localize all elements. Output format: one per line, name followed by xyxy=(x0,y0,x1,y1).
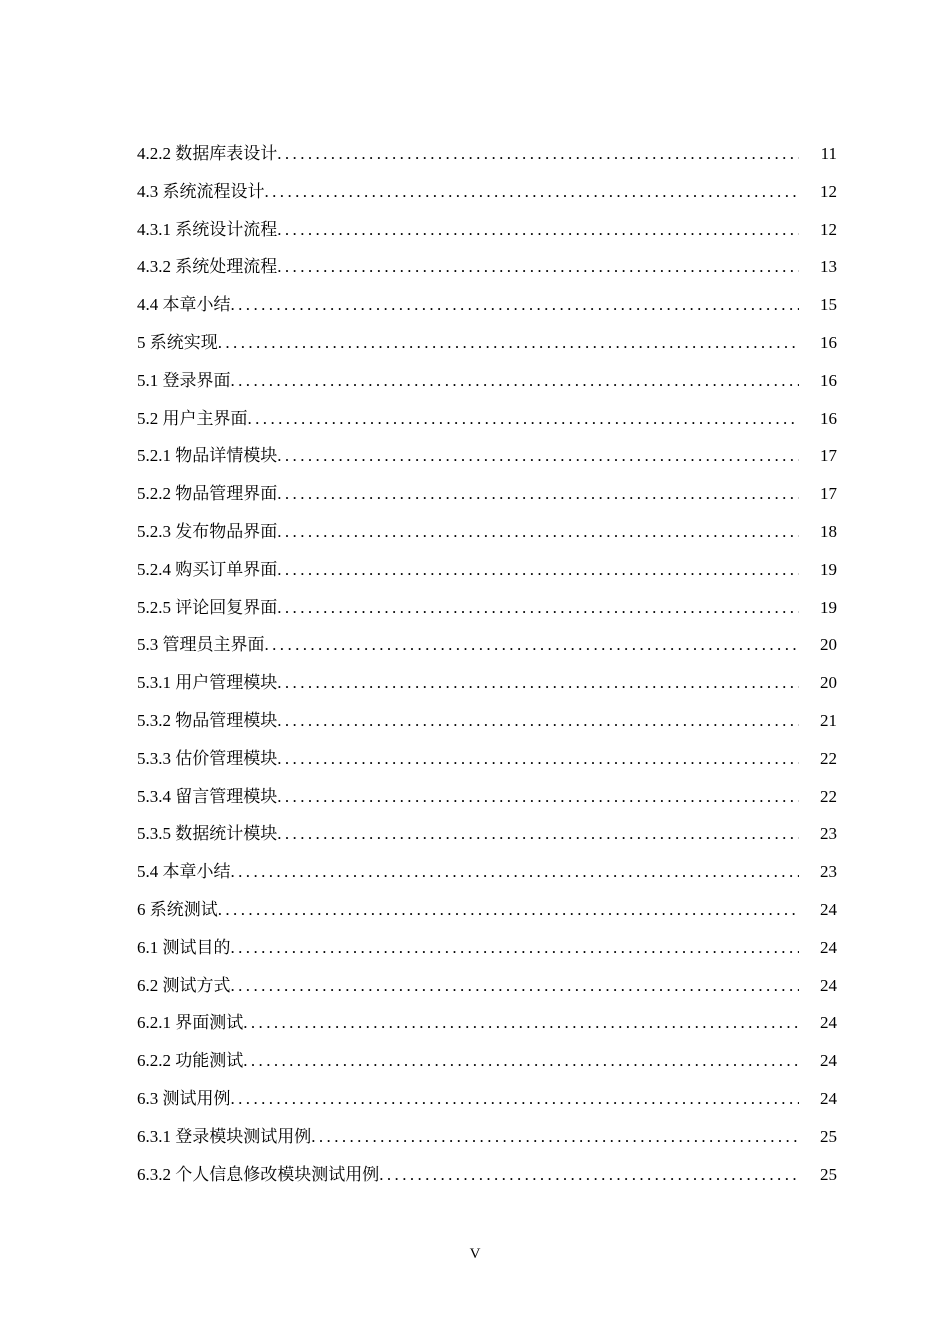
toc-entry-page: 19 xyxy=(820,597,837,617)
toc-entry-title: 5.3.3 估价管理模块 xyxy=(137,748,278,768)
toc-entry-page: 18 xyxy=(820,521,837,541)
toc-entry-page: 24 xyxy=(820,937,837,957)
toc-entry[interactable] xyxy=(137,1004,837,1042)
dot-leader xyxy=(231,1080,800,1118)
toc-entry[interactable] xyxy=(137,551,837,589)
toc-entry-title: 6.2 测试方式 xyxy=(137,975,231,995)
toc-entry-page: 19 xyxy=(820,559,837,579)
dot-leader xyxy=(265,173,800,211)
toc-entry-page: 22 xyxy=(820,786,837,806)
dot-leader xyxy=(248,400,800,438)
toc-entry-title: 6.2.2 功能测试 xyxy=(137,1051,244,1071)
toc-entry[interactable] xyxy=(137,967,837,1005)
dot-leader xyxy=(277,475,799,513)
toc-entry-title: 5.1 登录界面 xyxy=(137,370,231,390)
toc-entry-page: 25 xyxy=(820,1126,837,1146)
dot-leader xyxy=(231,286,800,324)
toc-entry-title: 5.4 本章小结 xyxy=(137,862,231,882)
toc-entry[interactable] xyxy=(137,248,837,286)
toc-entry-title: 4.3 系统流程设计 xyxy=(137,181,265,201)
toc-entry[interactable] xyxy=(137,211,837,249)
toc-entry-title: 4.3.1 系统设计流程 xyxy=(137,219,278,239)
toc-entry-title: 5.2.4 购买订单界面 xyxy=(137,559,278,579)
dot-leader xyxy=(277,589,799,627)
toc-entry-page: 24 xyxy=(820,1088,837,1108)
toc-entry-title: 6.3.1 登录模块测试用例 xyxy=(137,1126,312,1146)
toc-entry[interactable] xyxy=(137,1042,837,1080)
dot-leader xyxy=(218,891,799,929)
toc-entry-page: 15 xyxy=(820,295,837,315)
toc-entry-title: 6.1 测试目的 xyxy=(137,937,231,957)
toc-entry[interactable] xyxy=(137,589,837,627)
toc-entry-title: 5.3.1 用户管理模块 xyxy=(137,673,278,693)
toc-entry-page: 24 xyxy=(820,899,837,919)
toc-entry[interactable] xyxy=(137,702,837,740)
dot-leader xyxy=(231,929,800,967)
toc-entry[interactable] xyxy=(137,362,837,400)
dot-leader xyxy=(277,248,799,286)
toc-entry[interactable] xyxy=(137,324,837,362)
toc-entry-title: 5.2 用户主界面 xyxy=(137,408,248,428)
toc-entry-title: 5.3 管理员主界面 xyxy=(137,635,265,655)
toc-entry[interactable] xyxy=(137,778,837,816)
toc-entry-page: 23 xyxy=(820,862,837,882)
toc-entry-title: 5 系统实现 xyxy=(137,332,218,352)
dot-leader xyxy=(231,967,800,1005)
toc-entry[interactable] xyxy=(137,437,837,475)
dot-leader xyxy=(277,815,799,853)
toc-entry-page: 21 xyxy=(820,710,837,730)
toc-entry[interactable] xyxy=(137,929,837,967)
toc-entry[interactable] xyxy=(137,400,837,438)
dot-leader xyxy=(277,211,799,249)
toc-entry[interactable] xyxy=(137,475,837,513)
dot-leader xyxy=(277,437,799,475)
toc-entry[interactable] xyxy=(137,173,837,211)
dot-leader xyxy=(277,702,799,740)
toc-entry-page: 24 xyxy=(820,1013,837,1033)
dot-leader xyxy=(277,664,799,702)
toc-entry-page: 16 xyxy=(820,370,837,390)
dot-leader xyxy=(277,135,799,173)
toc-entry-page: 13 xyxy=(820,257,837,277)
toc-entry-title: 4.3.2 系统处理流程 xyxy=(137,257,278,277)
dot-leader xyxy=(277,513,799,551)
dot-leader xyxy=(243,1004,799,1042)
toc-entry-title: 5.2.1 物品详情模块 xyxy=(137,446,278,466)
toc-entry-page: 17 xyxy=(820,446,837,466)
dot-leader xyxy=(265,626,800,664)
toc-entry-title: 5.2.3 发布物品界面 xyxy=(137,521,278,541)
toc-entry[interactable] xyxy=(137,135,837,173)
toc-entry-page: 16 xyxy=(820,332,837,352)
toc-entry[interactable] xyxy=(137,815,837,853)
toc-entry-title: 6 系统测试 xyxy=(137,899,218,919)
toc-entry-page: 24 xyxy=(820,1051,837,1071)
toc-entry-page: 20 xyxy=(820,673,837,693)
toc-entry-page: 20 xyxy=(820,635,837,655)
toc-entry-page: 12 xyxy=(820,219,837,239)
dot-leader xyxy=(277,551,799,589)
toc-entry[interactable] xyxy=(137,891,837,929)
toc-entry-page: 22 xyxy=(820,748,837,768)
toc-entry[interactable] xyxy=(137,1156,837,1194)
toc-entry-page: 11 xyxy=(820,144,837,163)
dot-leader xyxy=(243,1042,799,1080)
dot-leader xyxy=(311,1118,799,1156)
toc-entry-page: 12 xyxy=(820,181,837,201)
toc-entry-page: 24 xyxy=(820,975,837,995)
toc-entry-title: 4.2.2 数据库表设计 xyxy=(137,144,278,163)
dot-leader xyxy=(277,740,799,778)
toc-entry-title: 5.3.4 留言管理模块 xyxy=(137,786,278,806)
page-number: V xyxy=(469,1246,481,1262)
toc-entry-title: 6.2.1 界面测试 xyxy=(137,1013,244,1033)
toc-entry[interactable] xyxy=(137,513,837,551)
toc-entry-title: 5.3.5 数据统计模块 xyxy=(137,824,278,844)
toc-entry-title: 6.3 测试用例 xyxy=(137,1088,231,1108)
table-of-contents xyxy=(137,135,837,1193)
toc-entry[interactable] xyxy=(137,740,837,778)
toc-entry[interactable] xyxy=(137,853,837,891)
toc-entry[interactable] xyxy=(137,286,837,324)
toc-entry-page: 23 xyxy=(820,824,837,844)
toc-entry[interactable] xyxy=(137,1118,837,1156)
dot-leader xyxy=(277,778,799,816)
toc-entry-title: 6.3.2 个人信息修改模块测试用例 xyxy=(137,1164,380,1184)
dot-leader xyxy=(231,362,800,400)
toc-entry-title: 5.3.2 物品管理模块 xyxy=(137,710,278,730)
toc-entry-title: 4.4 本章小结 xyxy=(137,295,231,315)
dot-leader xyxy=(231,853,800,891)
toc-entry-page: 25 xyxy=(820,1164,837,1184)
dot-leader xyxy=(379,1156,799,1194)
toc-entry-page: 17 xyxy=(820,484,837,504)
toc-entry-title: 5.2.2 物品管理界面 xyxy=(137,484,278,504)
dot-leader xyxy=(218,324,799,362)
toc-entry-page: 16 xyxy=(820,408,837,428)
toc-entry-title: 5.2.5 评论回复界面 xyxy=(137,597,278,617)
toc-entry[interactable] xyxy=(137,1080,837,1118)
toc-entry[interactable] xyxy=(137,626,837,664)
toc-entry[interactable] xyxy=(137,664,837,702)
